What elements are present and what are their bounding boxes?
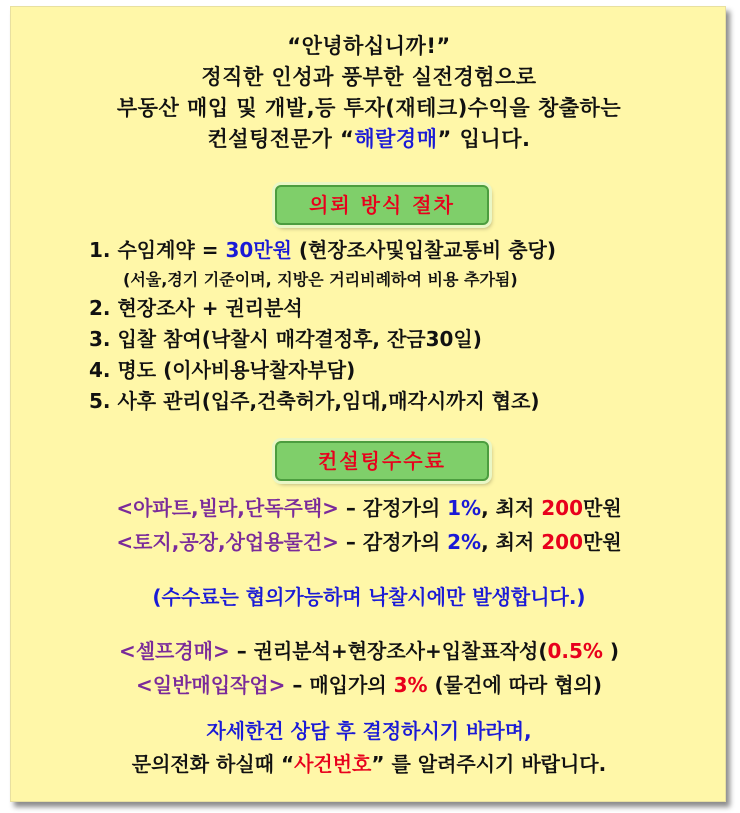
step-3: 3. 입찰 참여(낙찰시 매각결정후, 잔금30일) xyxy=(89,327,482,351)
step-5: 5. 사후 관리(입주,건축허가,임대,매각시까지 협조) xyxy=(89,389,540,413)
extra-fees xyxy=(11,634,727,702)
closing-line-2-pre: 문의전화 하실때 “ xyxy=(131,752,295,776)
intro-block xyxy=(11,31,727,155)
step-1 xyxy=(89,235,556,266)
fee-land-min: 200 xyxy=(541,530,583,554)
step-2: 2. 현장조사 + 권리분석 xyxy=(89,296,303,320)
fee-note: (수수료는 협의가능하며 낙찰시에만 발생합니다.) xyxy=(152,585,586,609)
fee-apartment xyxy=(11,491,727,525)
closing-line-1: 자세한건 상담 후 결정하시기 바라며, xyxy=(206,719,532,743)
fee-self-end: ) xyxy=(602,639,620,663)
step-1-fee: 30만원 xyxy=(225,238,292,262)
fee-rates xyxy=(11,491,727,559)
fee-land-min-pre: , 최저 xyxy=(481,530,542,554)
fee-land-unit: 만원 xyxy=(583,530,622,554)
fee-general-mid: – 매입가의 xyxy=(285,673,394,697)
intro-line-4-pre: 컨설팅전문가 “ xyxy=(207,127,355,151)
procedure-title-badge: 의뢰 방식 절차 xyxy=(275,185,489,225)
fee-apartment-unit: 만원 xyxy=(583,496,622,520)
fee-apartment-rate: 1% xyxy=(447,496,482,520)
closing-line-2 xyxy=(11,748,727,781)
notice-card xyxy=(10,6,726,802)
fee-general-purchase xyxy=(11,668,727,702)
procedure-steps xyxy=(89,235,556,417)
greeting: “안녕하십니까!” xyxy=(287,34,451,58)
intro-line-2: 정직한 인성과 풍부한 실전경험으로 xyxy=(201,65,537,89)
step-1-post: (현장조사및입찰교통비 충당) xyxy=(291,238,556,262)
fee-general-end: (물건에 따라 협의) xyxy=(427,673,602,697)
intro-line-3: 부동산 매입 및 개발,등 투자(재테크)수익을 창출하는 xyxy=(116,96,622,120)
closing-line-2-post: ” 를 알려주시기 바랍니다. xyxy=(371,752,607,776)
fee-apartment-mid: – 감정가의 xyxy=(338,496,448,520)
fee-self-auction xyxy=(11,634,727,668)
fees-title-badge: 컨설팅수수료 xyxy=(275,441,489,481)
fee-self-label: <셀프경매> xyxy=(118,639,230,663)
closing-block xyxy=(11,715,727,781)
fee-apartment-label: <아파트,빌라,단독주택> xyxy=(116,496,339,520)
fee-land-mid: – 감정가의 xyxy=(338,530,448,554)
fee-general-label: <일반매입작업> xyxy=(136,673,286,697)
fee-land-rate: 2% xyxy=(447,530,482,554)
fee-self-mid: – 권리분석+현장조사+입찰표작성( xyxy=(229,639,548,663)
step-1-note: (서울,경기 기준이며, 지방은 거리비례하여 비용 추가됨) xyxy=(123,270,518,289)
step-1-pre: 1. 수임계약 = xyxy=(89,238,226,262)
intro-line-4 xyxy=(11,124,727,155)
step-4: 4. 명도 (이사비용낙찰자부담) xyxy=(89,358,356,382)
fee-apartment-min: 200 xyxy=(541,496,583,520)
fee-general-rate: 3% xyxy=(393,673,428,697)
fee-land-label: <토지,공장,상업용물건> xyxy=(116,530,339,554)
fee-land xyxy=(11,525,727,559)
case-number-keyword: 사건번호 xyxy=(294,752,372,776)
fee-apartment-min-pre: , 최저 xyxy=(481,496,542,520)
fee-self-rate: 0.5% xyxy=(547,639,603,663)
brand-name: 해랄경매 xyxy=(354,127,438,151)
intro-line-4-post: ” 입니다. xyxy=(437,127,531,151)
